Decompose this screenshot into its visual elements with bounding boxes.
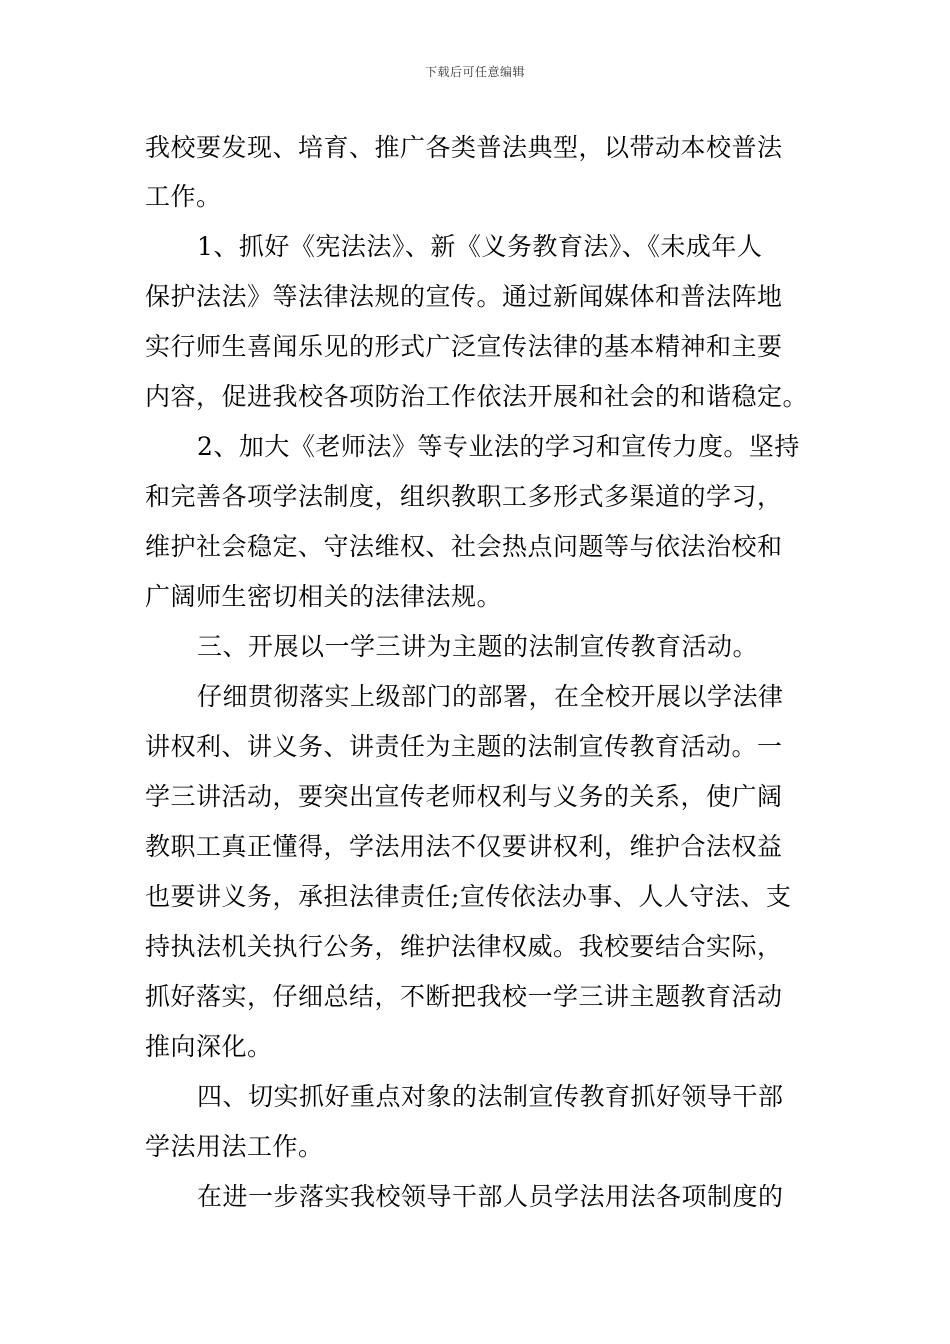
text-line: 2、加大《老师法》等专业法的学习和宣传力度。坚持	[197, 432, 800, 461]
text-line: 推向深化。	[145, 1032, 273, 1061]
text-line: 三、开展以一学三讲为主题的法制宣传教育活动。	[197, 632, 759, 661]
text-line: 广阔师生密切相关的法律法规。	[145, 582, 503, 611]
text-line: 和完善各项学法制度，组织教职工多形式多渠道的学习，	[145, 482, 783, 511]
text-line: 维护社会稳定、守法维权、社会热点问题等与依法治校和	[145, 532, 783, 561]
text-line: 在进一步落实我校领导干部人员学法用法各项制度的	[197, 1182, 784, 1211]
text-line: 1、抓好《宪法法》、新《义务教育法》、《未成年人	[197, 232, 763, 261]
text-line: 保护法法》等法律法规的宣传。通过新闻媒体和普法阵地	[145, 282, 783, 311]
text-line: 实行师生喜闻乐见的形式广泛宣传法律的基本精神和主要	[145, 332, 783, 361]
text-line: 学法用法工作。	[145, 1132, 324, 1161]
text-line: 教职工真正懂得，学法用法不仅要讲权利，维护合法权益	[145, 832, 783, 861]
text-line: 持执法机关执行公务，维护法律权威。我校要结合实际，	[145, 932, 783, 961]
text-line: 我校要发现、培育、推广各类普法典型，以带动本校普法	[145, 133, 783, 162]
text-line: 学三讲活动，要突出宣传老师权利与义务的关系，使广阔	[145, 782, 783, 811]
text-line: 抓好落实，仔细总结，不断把我校一学三讲主题教育活动	[145, 982, 783, 1011]
text-line: 仔细贯彻落实上级部门的部署，在全校开展以学法律	[197, 682, 784, 711]
text-line: 讲权利、讲义务、讲责任为主题的法制宣传教育活动。一	[145, 732, 783, 761]
page-header: 下载后可任意编辑	[424, 65, 525, 79]
text-line: 工作。	[145, 182, 222, 211]
text-line: 四、切实抓好重点对象的法制宣传教育抓好领导干部	[197, 1082, 784, 1111]
text-line: 内容，促进我校各项防治工作依法开展和社会的和谐稳定。	[145, 382, 809, 411]
text-line: 也要讲义务，承担法律责任;宣传依法办事、人人守法、支	[145, 882, 792, 911]
